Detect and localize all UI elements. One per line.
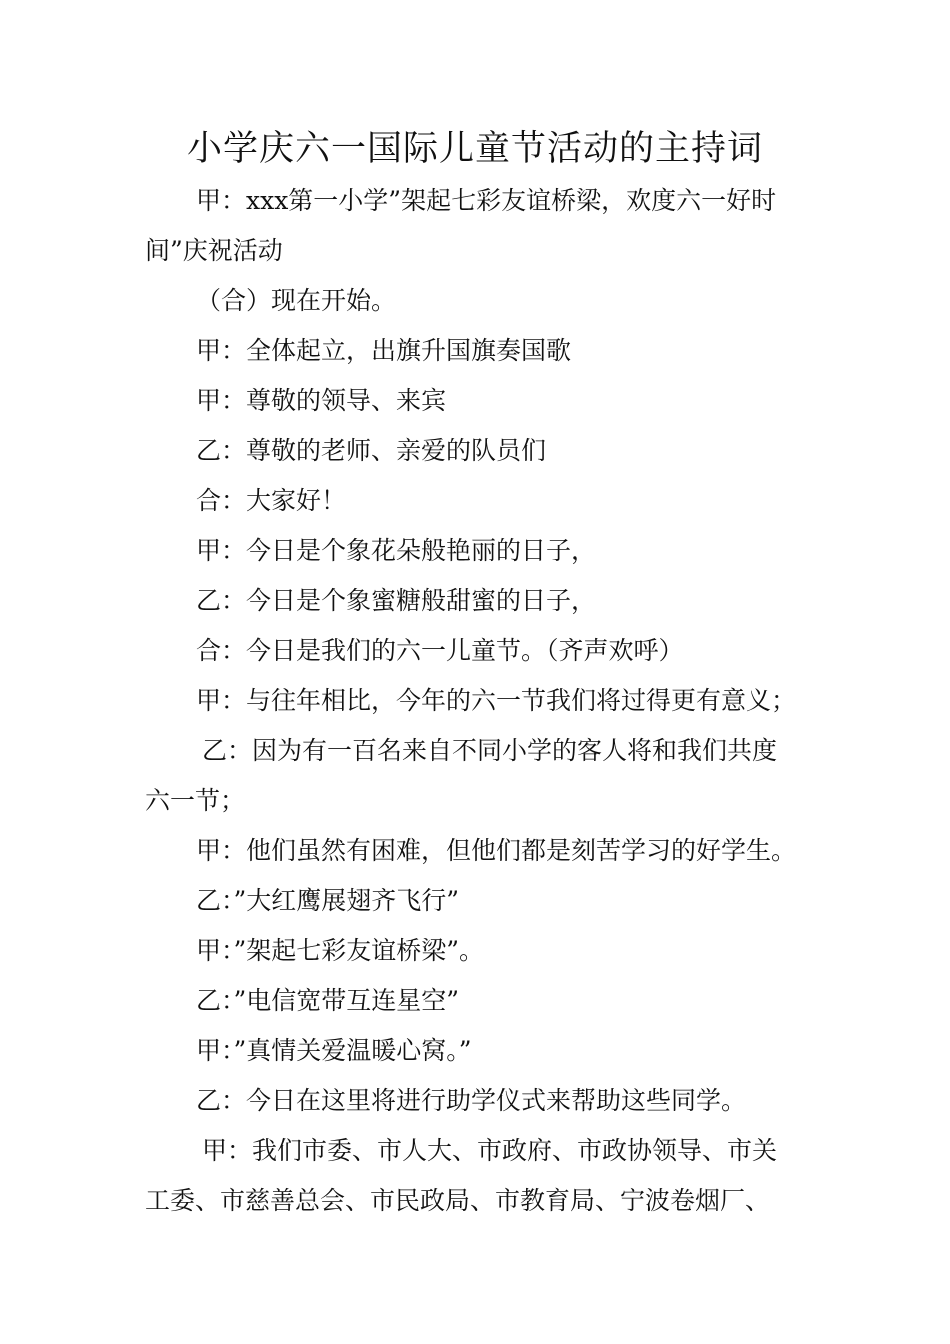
- paragraph-18: [145, 1126, 810, 1226]
- paragraph-18-line-1: 甲：我们市委、市人大、市政府、市政协领导、市关: [202, 1136, 778, 1165]
- paragraph-7: 甲：今日是个象花朵般艳丽的日子，: [196, 536, 597, 565]
- paragraph-15: 乙：”电信宽带互连星空”: [196, 986, 460, 1015]
- paragraph-9: 合：今日是我们的六一儿童节。（齐声欢呼）: [196, 636, 684, 665]
- paragraph-18-line-2: 工委、市慈善总会、市民政局、市教育局、宁波卷烟厂、: [145, 1186, 771, 1215]
- paragraph-13: 乙：”大红鹰展翅齐飞行”: [196, 886, 460, 915]
- paragraph-11-line-2: 六一节；: [145, 786, 246, 815]
- paragraph-14: 甲：”架起七彩友谊桥梁”。: [196, 936, 485, 965]
- paragraph-6: 合：大家好！: [196, 486, 347, 515]
- paragraph-1-line-2: 间”庆祝活动: [145, 236, 283, 265]
- paragraph-1: [145, 176, 810, 276]
- document-title: 小学庆六一国际儿童节活动的主持词: [186, 129, 763, 169]
- paragraph-17: 乙：今日在这里将进行助学仪式来帮助这些同学。: [196, 1086, 747, 1115]
- paragraph-1-line-1: 甲：xxx第一小学”架起七彩友谊桥梁，欢度六一好时: [196, 186, 777, 215]
- paragraph-10: 甲：与往年相比，今年的六一节我们将过得更有意义；: [196, 686, 797, 715]
- paragraph-8: 乙：今日是个象蜜糖般甜蜜的日子，: [196, 586, 597, 615]
- paragraph-11: [145, 726, 810, 826]
- paragraph-12: 甲：他们虽然有困难，但他们都是刻苦学习的好学生。: [196, 836, 797, 865]
- paragraph-3: 甲：全体起立，出旗升国旗奏国歌: [196, 336, 572, 365]
- paragraph-16: 甲：”真情关爱温暖心窝。”: [196, 1036, 472, 1065]
- paragraph-2: （合）现在开始。: [196, 286, 397, 315]
- paragraph-11-line-1: 乙：因为有一百名来自不同小学的客人将和我们共度: [202, 736, 778, 765]
- paragraph-4: 甲：尊敬的领导、来宾: [196, 386, 447, 415]
- paragraph-5: 乙：尊敬的老师、亲爱的队员们: [196, 436, 547, 465]
- document-body: [145, 176, 810, 1226]
